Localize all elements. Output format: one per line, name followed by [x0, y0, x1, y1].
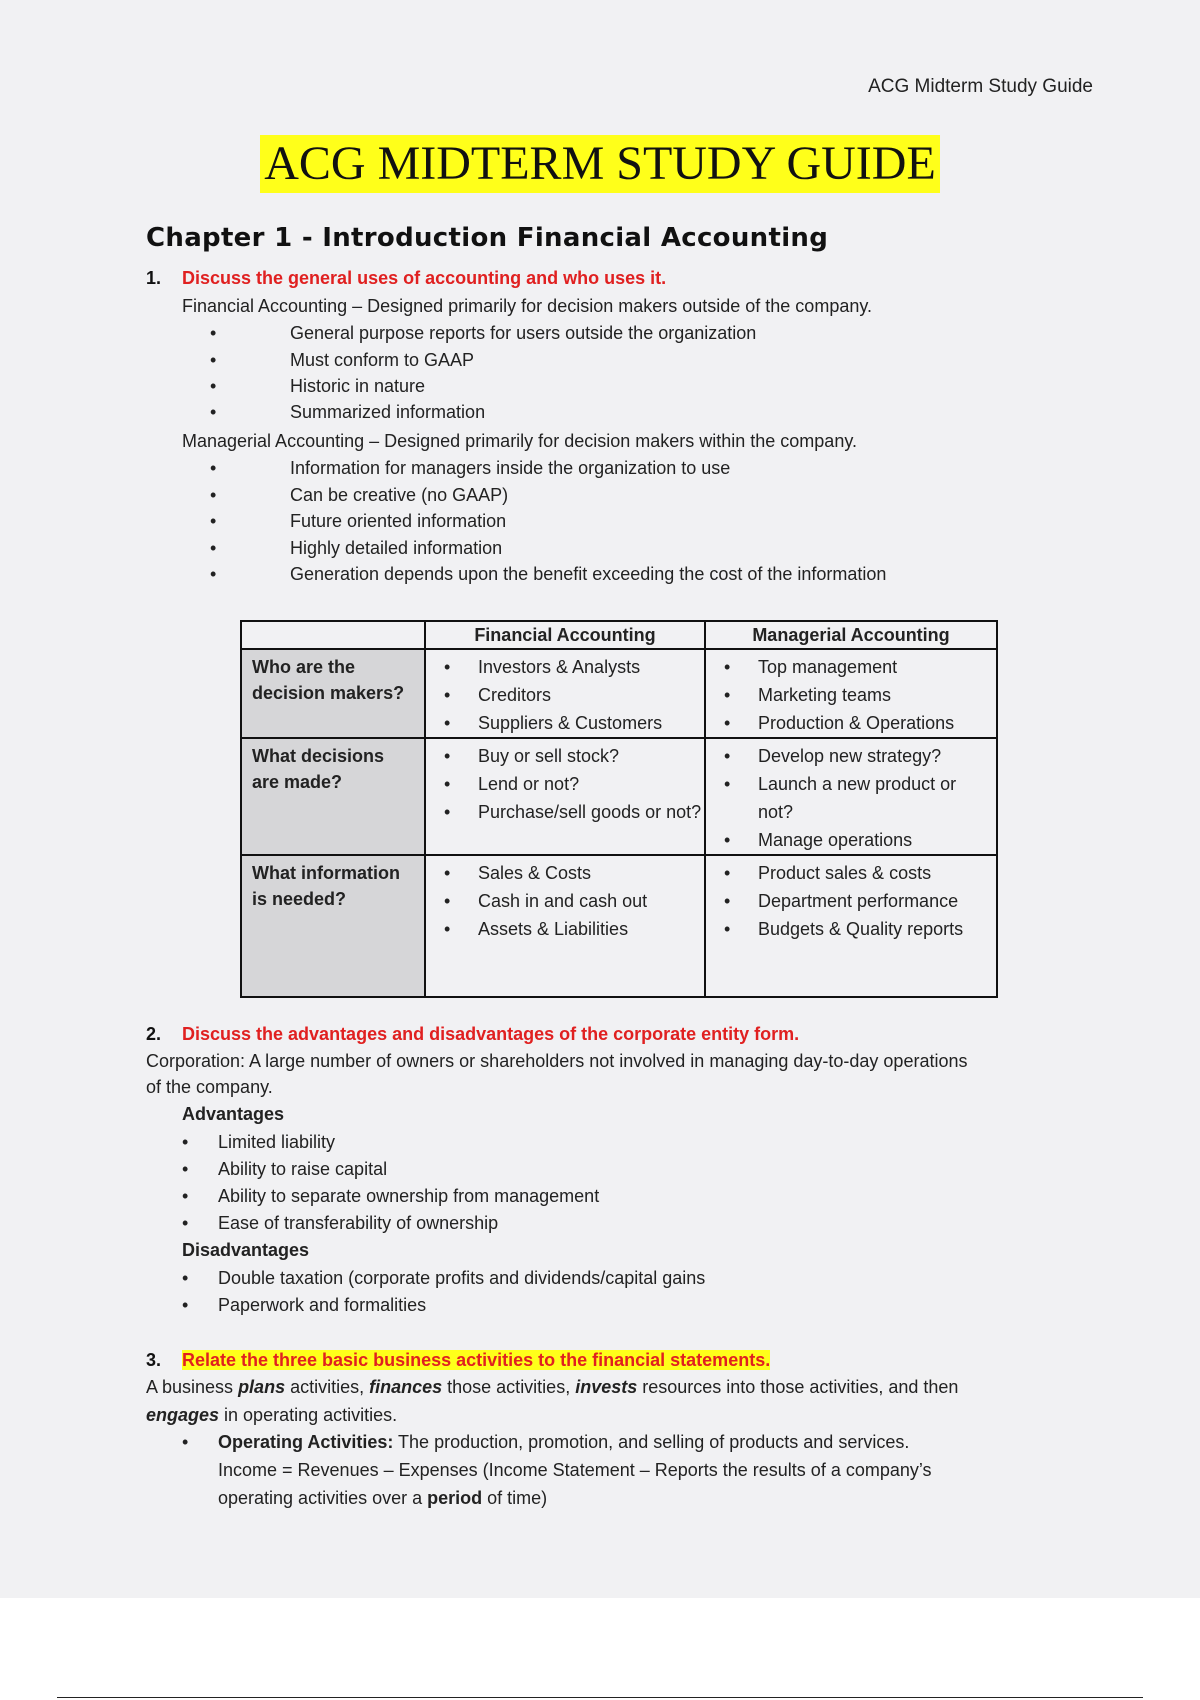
- list-item: • Department performance: [706, 887, 996, 915]
- table-header-cell: Managerial Accounting: [705, 621, 997, 649]
- managerial-intro: Managerial Accounting – Designed primarily for decision makers within the company.: [182, 431, 857, 451]
- comparison-table: [240, 620, 998, 998]
- table-row: [241, 855, 997, 997]
- table-row: [241, 738, 997, 855]
- table-row: [241, 649, 997, 738]
- list-item: • Marketing teams: [706, 681, 996, 709]
- table-cell: [425, 649, 705, 738]
- list-item: • Lend or not?: [426, 770, 704, 798]
- question-2: [146, 1024, 799, 1045]
- list-item: • Purchase/sell goods or not?: [426, 798, 704, 826]
- page-divider: [57, 1697, 1143, 1698]
- activities-paragraph-cont: engages in operating activities.: [146, 1405, 398, 1425]
- table-header-row: [241, 621, 997, 649]
- row-label: What information is needed?: [241, 855, 425, 997]
- income-line: Income = Revenues – Expenses (Income Statement – Reports the results of a company’s: [218, 1460, 932, 1480]
- table-header-cell: Financial Accounting: [425, 621, 705, 649]
- financial-intro: Financial Accounting – Designed primarily for decision makers outside of the company.: [182, 296, 873, 316]
- row-label: What decisions are made?: [241, 738, 425, 855]
- question-number: 3.: [146, 1350, 162, 1370]
- list-item: • Manage operations: [706, 826, 996, 854]
- table-cell: [705, 649, 997, 738]
- question-text: Discuss the advantages and disadvantages of the corporate entity form.: [182, 1024, 800, 1044]
- running-header: ACG Midterm Study Guide: [868, 76, 1093, 97]
- document-title: ACG MIDTERM STUDY GUIDE: [260, 135, 940, 193]
- table-cell: [425, 855, 705, 997]
- row-label: Who are the decision makers?: [241, 649, 425, 738]
- table-cell: [705, 738, 997, 855]
- list-item: • Buy or sell stock?: [426, 742, 704, 770]
- advantages-heading: Advantages: [182, 1104, 285, 1124]
- table-header-cell: [241, 621, 425, 649]
- table-cell: [705, 855, 997, 997]
- list-item: • Creditors: [426, 681, 704, 709]
- question-1: [146, 268, 666, 289]
- list-item: • Budgets & Quality reports: [706, 915, 996, 943]
- disadvantages-heading: Disadvantages: [182, 1240, 310, 1260]
- list-item: • Launch a new product or not?: [706, 770, 996, 826]
- list-item: • Assets & Liabilities: [426, 915, 704, 943]
- question-number: 2.: [146, 1024, 162, 1044]
- list-item: • Develop new strategy?: [706, 742, 996, 770]
- table-cell: [425, 738, 705, 855]
- question-text: Discuss the general uses of accounting and who uses it.: [182, 268, 667, 288]
- list-item: • Production & Operations: [706, 709, 996, 737]
- document-page: ACG Midterm Study Guide ACG MIDTERM STUDY GUIDE Chapter 1 - Introduction Financial Accounting 1. Discuss the general uses of accounting and who uses it. Financial Accounting – Designed primarily for decision makers outside of the company. • General purpose reports for users outside the organization • Must conform to GAAP • Historic in nature • Summarized information Managerial Accounting – Designed primarily for decision makers within the company. • Information for managers inside the organization to use • Can be creative (no GAAP) • Future oriented information • Highly detailed information • Generation depends upon the benefit exceeding the cost of the information Financial Accounting Managerial Accounting Who are the decision makers? • Investors & Analysts • Creditors • Suppliers & Customers • Top management • Marketing teams • Production & Operations What decisions are made? • Buy or sell stock? • Lend or not? • Purchase/sell goods or not? • Develop new strategy? • Launch a new product or not? • Manage operations What information is needed? • Sales & Costs • Cash in and cash out • Assets & Liabilities • Product sales & costs • Department performance • Budgets & Quality reports 2. Discuss the advantages and disadvantages of the corporate entity form. Corporation: A large number of owners or shareholders not involved in managing day-to-day operations of the company. Advantages • Limited liability • Ability to raise capital • Ability to separate ownership from management • Ease of transferability of ownership Disadvantages • Double taxation (corporate profits and dividends/capital gains • Paperwork and formalities 3. Relate the three basic business activities to the financial statements. A business plans activities, finances those activities, invests resources into those activities, and then engages in operating activities. • Operating Activities: The production, promotion, and selling of products and services. Income = Revenues – Expenses (Income Statement – Reports the results of a company’s operating activities over a period of time): [0, 0, 1200, 1598]
- question-number: 1.: [146, 268, 162, 288]
- definition-line: of the company.: [146, 1077, 273, 1097]
- list-item: • Cash in and cash out: [426, 887, 704, 915]
- list-item: • Investors & Analysts: [426, 653, 704, 681]
- activities-paragraph: A business plans activities, finances those activities, invests resources into those activities, and then: [146, 1377, 959, 1397]
- question-3: [146, 1350, 770, 1371]
- chapter-heading: Chapter 1 - Introduction Financial Accounting: [146, 223, 829, 253]
- list-item: • Product sales & costs: [706, 859, 996, 887]
- title-block: [0, 135, 1200, 193]
- list-item: • Suppliers & Customers: [426, 709, 704, 737]
- list-item: • Top management: [706, 653, 996, 681]
- income-line-cont: operating activities over a period of time): [218, 1488, 548, 1508]
- list-item: • Sales & Costs: [426, 859, 704, 887]
- question-text: Relate the three basic business activities to the financial statements.: [182, 1350, 771, 1370]
- definition-line: Corporation: A large number of owners or shareholders not involved in managing day-to-day operations: [146, 1051, 968, 1071]
